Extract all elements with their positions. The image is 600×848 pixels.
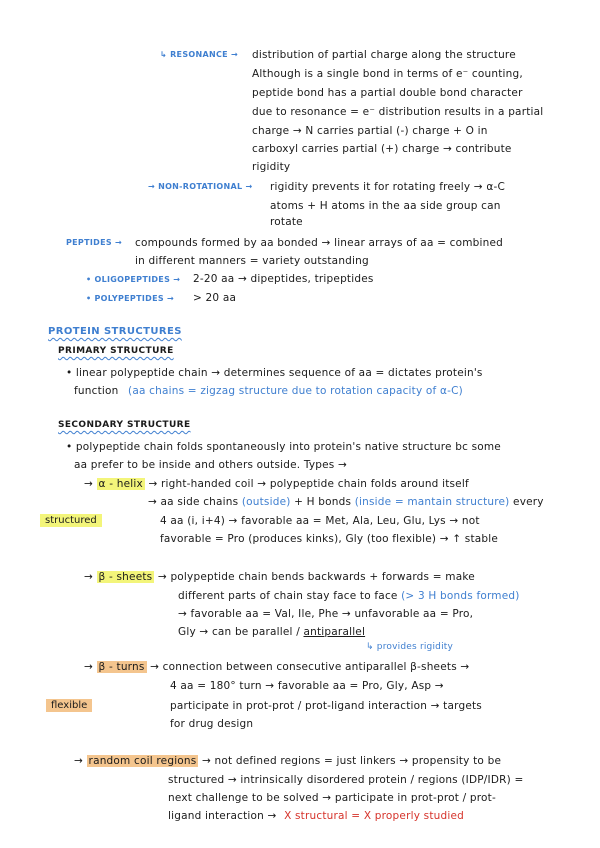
non-rotational-line-2: atoms + H atoms in the aa side group can xyxy=(270,200,501,212)
beta-sheets-note: ↳ provides rigidity xyxy=(366,642,454,652)
beta-sheets-heading xyxy=(84,570,475,584)
beta-sheets-line-4 xyxy=(178,625,365,639)
beta-turns-label: β - turns xyxy=(98,661,145,673)
resonance-line-4: due to resonance = e⁻ distribution results in a partial xyxy=(252,106,544,118)
oligopeptides-text: 2-20 aa → dipeptides, tripeptides xyxy=(193,273,374,285)
resonance-line-5: charge → N carries partial (-) charge + O in xyxy=(252,125,488,137)
random-coil-arrow: → xyxy=(74,755,83,767)
protein-structures-title: PROTEIN STRUCTURES xyxy=(48,326,182,337)
beta-turns-line-4: for drug design xyxy=(170,718,254,730)
random-coil-label: random coil regions xyxy=(88,755,197,767)
primary-line-2-note: (aa chains = zigzag structure due to rotation capacity of α-C) xyxy=(128,385,463,397)
peptides-line-1: compounds formed by aa bonded → linear arrays of aa = combined xyxy=(135,237,504,249)
alpha-line2-a: → aa side chains xyxy=(148,496,239,508)
resonance-line-3: peptide bond has a partial double bond character xyxy=(252,87,523,99)
alpha-helix-line-3: 4 aa (i, i+4) → favorable aa = Met, Ala, Leu, Glu, Lys → not xyxy=(160,515,480,527)
alpha-helix-heading xyxy=(84,477,469,491)
random-coil-line-1: → not defined regions = just linkers → propensity to be xyxy=(202,755,502,767)
alpha-helix-line-2 xyxy=(148,495,544,509)
oligopeptides-label: • OLIGOPEPTIDES → xyxy=(86,275,181,284)
primary-line-2-text: function xyxy=(74,385,119,397)
random-coil-line-4 xyxy=(168,809,464,823)
beta-turns-line-3: participate in prot-prot / prot-ligand interaction → targets xyxy=(170,700,482,712)
alpha-line2-e: every xyxy=(513,496,544,508)
beta-turns-line-2: 4 aa = 180° turn → favorable aa = Pro, Gly, Asp → xyxy=(170,680,444,692)
flexible-tag: flexible xyxy=(46,699,92,712)
random-coil-line4-a: ligand interaction → xyxy=(168,810,277,822)
alpha-line2-b: (outside) xyxy=(241,496,291,508)
beta-turns-arrow: → xyxy=(84,661,93,673)
polypeptides-label: • POLYPEPTIDES → xyxy=(86,294,174,303)
alpha-helix-arrow: → xyxy=(84,478,93,490)
non-rotational-label: → NON-ROTATIONAL → xyxy=(148,182,253,191)
peptides-label: PEPTIDES → xyxy=(66,238,122,247)
beta-line4-a: Gly → can be parallel / xyxy=(178,626,300,638)
alpha-line2-c: + H bonds xyxy=(294,496,352,508)
alpha-helix-label: α - helix xyxy=(98,478,143,490)
beta-sheets-label: β - sheets xyxy=(98,571,153,583)
primary-line-2 xyxy=(74,384,463,398)
secondary-intro-2: aa prefer to be inside and others outside. Types → xyxy=(74,459,347,471)
polypeptides-text: > 20 aa xyxy=(193,292,237,304)
random-coil-line4-b: X structural = X properly studied xyxy=(284,810,465,822)
non-rotational-line-3: rotate xyxy=(270,216,303,228)
resonance-line-6: carboxyl carries partial (+) charge → contribute xyxy=(252,143,512,155)
beta-sheets-arrow: → xyxy=(84,571,93,583)
resonance-line-7: rigidity xyxy=(252,161,291,173)
beta-turns-heading xyxy=(84,660,469,674)
primary-line-1: • linear polypeptide chain → determines sequence of aa = dictates protein's xyxy=(66,367,483,379)
resonance-line-2: Although is a single bond in terms of e⁻ counting, xyxy=(252,68,523,80)
random-coil-line-2: structured → intrinsically disordered protein / regions (IDP/IDR) = xyxy=(168,774,524,786)
beta-sheets-line-1: → polypeptide chain bends backwards + forwards = make xyxy=(157,571,475,583)
peptides-line-2: in different manners = variety outstanding xyxy=(135,255,369,267)
alpha-helix-line-1: → right-handed coil → polypeptide chain folds around itself xyxy=(148,478,469,490)
random-coil-line-3: next challenge to be solved → participate in prot-prot / prot- xyxy=(168,792,496,804)
resonance-label: ↳ RESONANCE → xyxy=(160,50,238,59)
alpha-line2-d: (inside = mantain structure) xyxy=(354,496,510,508)
beta-sheets-line-3: → favorable aa = Val, Ile, Phe → unfavorable aa = Pro, xyxy=(178,608,474,620)
non-rotational-line-1: rigidity prevents it for rotating freely → α-C xyxy=(270,181,505,193)
alpha-helix-line-4: favorable = Pro (produces kinks), Gly (too flexible) → ↑ stable xyxy=(160,533,499,545)
primary-structure-title: PRIMARY STRUCTURE xyxy=(58,346,174,356)
beta-line2-b: (> 3 H bonds formed) xyxy=(401,590,520,602)
beta-sheets-line-2 xyxy=(178,589,520,603)
secondary-intro-1: • polypeptide chain folds spontaneously into protein's native structure bc some xyxy=(66,441,501,453)
structured-tag: structured xyxy=(40,514,102,527)
beta-line4-b: antiparallel xyxy=(303,626,366,638)
secondary-structure-title: SECONDARY STRUCTURE xyxy=(58,420,191,430)
beta-turns-line-1: → connection between consecutive antiparallel β-sheets → xyxy=(150,661,470,673)
random-coil-heading xyxy=(74,754,501,768)
beta-line2-a: different parts of chain stay face to face xyxy=(178,590,398,602)
resonance-line-1: distribution of partial charge along the structure xyxy=(252,49,516,61)
